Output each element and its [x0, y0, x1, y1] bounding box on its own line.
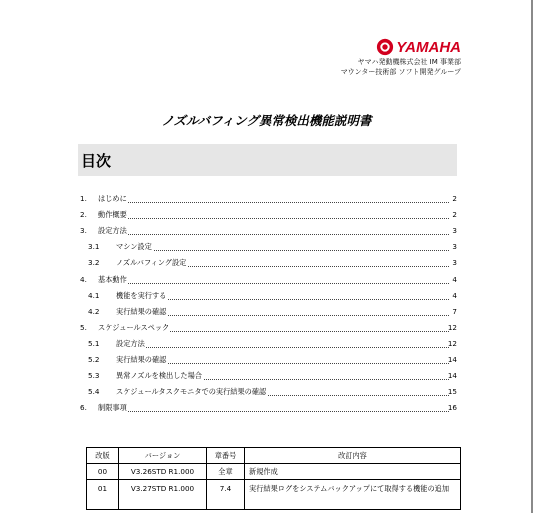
- toc-entry-number: 2.: [80, 210, 87, 219]
- yamaha-tuning-fork-icon: [376, 38, 394, 56]
- toc-entry-label: はじめに: [98, 194, 127, 203]
- toc-entry[interactable]: [80, 241, 457, 253]
- toc-entry-label: スケジュールスペック: [98, 323, 170, 332]
- toc-entry[interactable]: [80, 386, 457, 398]
- toc-entry-number: 5.4: [88, 387, 100, 396]
- toc-entry-label: 基本動作: [98, 275, 127, 284]
- toc-entry-label: 実行結果の確認: [116, 307, 167, 316]
- toc-entry[interactable]: [80, 306, 457, 318]
- toc-entry-label: 設定方法: [98, 226, 127, 235]
- toc-entry-page-number: 2: [452, 210, 457, 219]
- toc-entry-number: 1.: [80, 194, 87, 203]
- column-header-revision: 改版: [87, 448, 119, 464]
- toc-entry-number: 5.2: [88, 355, 100, 364]
- toc-entry-page-number: 14: [447, 355, 457, 364]
- toc-entry-label: 設定方法: [116, 339, 145, 348]
- toc-entry-page-number: 2: [452, 194, 457, 203]
- toc-entry-label: 実行結果の確認: [116, 355, 167, 364]
- toc-entry-number: 3.2: [88, 258, 100, 267]
- logo-wordmark: YAMAHA: [396, 38, 461, 56]
- column-header-chapter: 章番号: [207, 448, 245, 464]
- toc-entry-label: ノズルバフィング設定: [116, 258, 187, 267]
- toc-entry[interactable]: [80, 370, 457, 382]
- toc-entry-number: 4.1: [88, 291, 100, 300]
- toc-entry-page-number: 3: [452, 258, 457, 267]
- toc-entry[interactable]: [80, 290, 457, 302]
- table-row: [87, 464, 461, 480]
- toc-entry[interactable]: [80, 193, 457, 205]
- toc-entry[interactable]: [80, 322, 457, 334]
- toc-entry-page-number: 7: [452, 307, 457, 316]
- toc-entry-number: 5.3: [88, 371, 100, 380]
- company-line-1: ヤマハ発動機株式会社 IM 事業部: [357, 58, 461, 66]
- toc-heading-bar: [78, 144, 457, 176]
- toc-entry[interactable]: [80, 338, 457, 350]
- toc-entry-number: 3.1: [88, 242, 100, 251]
- revision-history-table: [86, 447, 461, 510]
- toc-dot-leader: [98, 234, 449, 235]
- toc-entry-label: スケジュールタスクモニタでの実行結果の確認: [116, 387, 267, 396]
- toc-dot-leader: [98, 411, 449, 412]
- toc-entry-page-number: 12: [447, 323, 457, 332]
- toc-entry-page-number: 4: [452, 291, 457, 300]
- toc-entry-label: マシン設定: [116, 242, 152, 251]
- toc-dot-leader: [98, 283, 449, 284]
- toc-dot-leader: [98, 218, 449, 219]
- toc-entry[interactable]: [80, 354, 457, 366]
- revision-table-header-row: [87, 448, 461, 464]
- version-cell: V3.27STD R1.000: [119, 480, 207, 510]
- revision-cell: 00: [87, 464, 119, 480]
- chapter-cell: 全章: [207, 464, 245, 480]
- toc-entry-label: 制限事項: [98, 403, 127, 412]
- chapter-cell: 7.4: [207, 480, 245, 510]
- toc-entry-number: 4.2: [88, 307, 100, 316]
- content-cell: 実行結果ログをシステムバックアップにて取得する機能の追加: [245, 480, 461, 510]
- toc-entry[interactable]: [80, 225, 457, 237]
- toc-entry-page-number: 4: [452, 275, 457, 284]
- content-cell: 新規作成: [245, 464, 461, 480]
- toc-entry[interactable]: [80, 274, 457, 286]
- toc-heading: 目次: [81, 152, 112, 170]
- toc-dot-leader: [98, 202, 449, 203]
- toc-entry-label: 異常ノズルを検出した場合: [116, 371, 202, 380]
- toc-dot-leader: [116, 250, 449, 251]
- company-line-2: マウンター技術部 ソフト開発グループ: [340, 68, 461, 76]
- toc-entry-number: 4.: [80, 275, 87, 284]
- document-title: ノズルバフィング異常検出機能説明書: [161, 113, 372, 128]
- toc-entry-number: 3.: [80, 226, 87, 235]
- revision-cell: 01: [87, 480, 119, 510]
- yamaha-logo: [376, 38, 461, 56]
- toc-entry-page-number: 15: [447, 387, 457, 396]
- toc-entry-number: 6.: [80, 403, 87, 412]
- toc-entry-number: 5.: [80, 323, 87, 332]
- toc-entry[interactable]: [80, 402, 457, 414]
- toc-entry-page-number: 14: [447, 371, 457, 380]
- column-header-content: 改訂内容: [245, 448, 461, 464]
- toc-entry[interactable]: [80, 209, 457, 221]
- toc-entry-page-number: 3: [452, 242, 457, 251]
- toc-entry-label: 動作概要: [98, 210, 127, 219]
- table-row: [87, 480, 461, 510]
- company-info: [341, 57, 461, 77]
- toc-entry-number: 5.1: [88, 339, 100, 348]
- toc-entry-page-number: 16: [447, 403, 457, 412]
- version-cell: V3.26STD R1.000: [119, 464, 207, 480]
- column-header-version: バージョン: [119, 448, 207, 464]
- toc-entry-label: 機能を実行する: [116, 291, 167, 300]
- toc-dot-leader: [116, 347, 449, 348]
- toc-entry-page-number: 3: [452, 226, 457, 235]
- toc-entry[interactable]: [80, 257, 457, 269]
- toc-entry-page-number: 12: [447, 339, 457, 348]
